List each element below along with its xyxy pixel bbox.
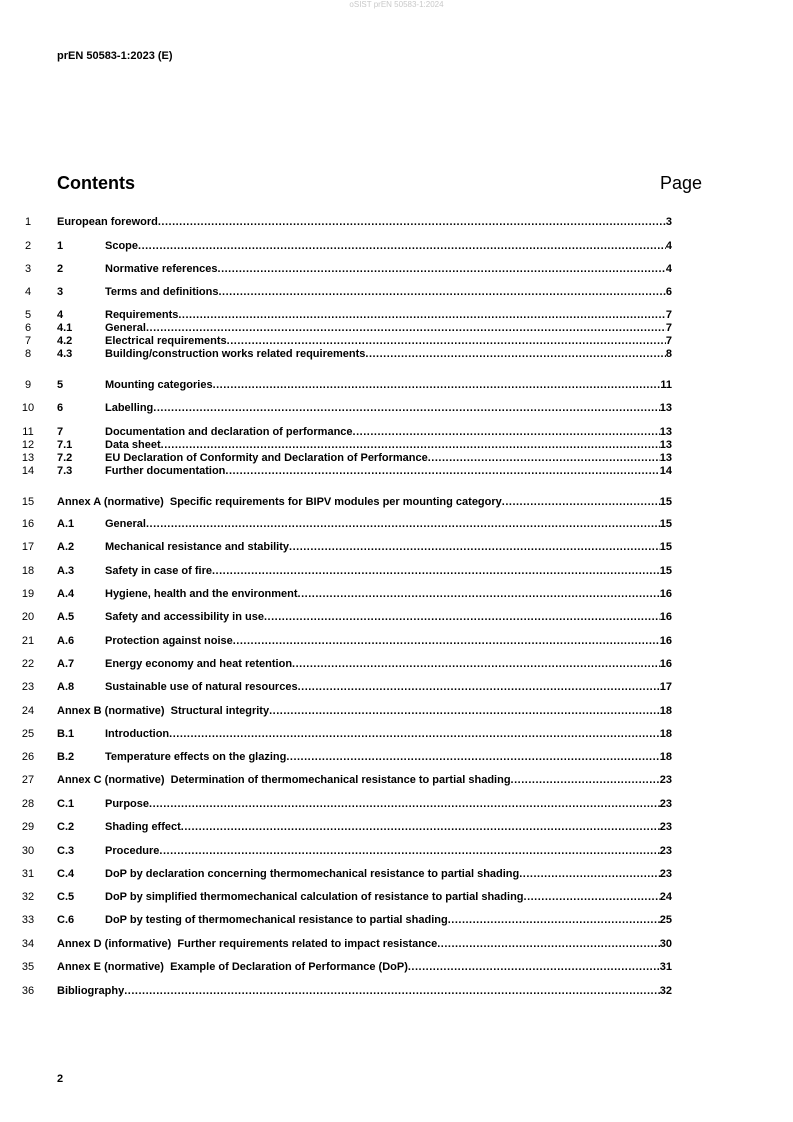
- toc-entry[interactable]: [57, 426, 672, 439]
- toc-entry[interactable]: [57, 465, 672, 478]
- section-title: Building/construction works related requirements: [105, 348, 366, 360]
- toc-entry[interactable]: [57, 681, 672, 694]
- section-number: C.4: [57, 868, 75, 880]
- toc-entry[interactable]: [57, 335, 672, 348]
- leader-dots: [146, 518, 660, 531]
- page-number: 25: [659, 914, 672, 926]
- toc-row: [0, 985, 793, 998]
- line-number: 25: [21, 728, 35, 740]
- page-number: 23: [659, 845, 672, 857]
- page-number: 23: [659, 774, 672, 786]
- line-number: 8: [24, 348, 32, 360]
- line-number: 31: [21, 868, 35, 880]
- section-number: 1: [57, 240, 64, 252]
- section-number: A.6: [57, 635, 75, 647]
- line-number: 15: [21, 496, 35, 508]
- toc-entry[interactable]: [57, 751, 672, 764]
- section-number: A.8: [57, 681, 75, 693]
- leader-dots: [181, 821, 660, 834]
- section-title: DoP by declaration concerning thermomechanical resistance to partial shading: [105, 868, 520, 880]
- toc-entry[interactable]: [57, 961, 672, 974]
- section-number: 4.1: [57, 322, 73, 334]
- toc-entry[interactable]: [57, 798, 672, 811]
- toc-row: [0, 635, 793, 648]
- page-number: 16: [659, 658, 672, 670]
- section-title: Further documentation: [105, 465, 226, 477]
- section-title: Annex E (normative) Example of Declaration of Performance (DoP): [57, 961, 408, 973]
- page-number: 18: [659, 728, 672, 740]
- line-number: 19: [21, 588, 35, 600]
- page-number: 4: [665, 240, 672, 252]
- section-number: C.2: [57, 821, 75, 833]
- leader-dots: [437, 938, 660, 951]
- line-number: 21: [21, 635, 35, 647]
- section-number: A.1: [57, 518, 75, 530]
- toc-entry[interactable]: [57, 439, 672, 452]
- leader-dots: [286, 751, 659, 764]
- section-title: Data sheet: [105, 439, 161, 451]
- line-number: 13: [21, 452, 35, 464]
- toc-entry[interactable]: [57, 821, 672, 834]
- toc-entry[interactable]: [57, 728, 672, 741]
- watermark: oSIST prEN 50583-1:2024: [349, 0, 444, 9]
- page-number: 13: [659, 439, 672, 451]
- section-number: A.7: [57, 658, 75, 670]
- page-number: 32: [659, 985, 672, 997]
- toc-row: [0, 240, 793, 253]
- line-number: 17: [21, 541, 35, 553]
- line-number: 12: [21, 439, 35, 451]
- section-title: Annex B (normative) Structural integrity: [57, 705, 270, 717]
- leader-dots: [408, 961, 660, 974]
- section-title: Annex D (informative) Further requirements related to impact resistance: [57, 938, 438, 950]
- toc-row: [0, 286, 793, 299]
- page-number: 17: [659, 681, 672, 693]
- line-number: 22: [21, 658, 35, 670]
- toc-row: [0, 611, 793, 624]
- line-number: 24: [21, 705, 35, 717]
- section-title: Terms and definitions: [105, 286, 219, 298]
- toc-row: [0, 821, 793, 834]
- leader-dots: [292, 658, 660, 671]
- page-number: 18: [659, 751, 672, 763]
- toc-row: [0, 798, 793, 811]
- section-title: Sustainable use of natural resources: [105, 681, 298, 693]
- page-number: 7: [665, 335, 672, 347]
- leader-dots: [269, 705, 660, 718]
- leader-dots: [502, 496, 660, 509]
- leader-dots: [298, 588, 660, 601]
- leader-dots: [212, 565, 660, 578]
- toc-entry[interactable]: [57, 565, 672, 578]
- toc-entry[interactable]: [57, 914, 672, 927]
- toc-row: [0, 335, 793, 348]
- toc-row: [0, 402, 793, 415]
- line-number: 29: [21, 821, 35, 833]
- page-number: 18: [659, 705, 672, 717]
- section-number: B.2: [57, 751, 75, 763]
- leader-dots: [138, 240, 666, 253]
- leader-dots: [233, 635, 660, 648]
- section-number: A.2: [57, 541, 75, 553]
- toc-row: [0, 379, 793, 392]
- toc-entry[interactable]: [57, 286, 672, 299]
- section-title: Annex C (normative) Determination of thermomechanical resistance to partial shading: [57, 774, 511, 786]
- toc-row: [0, 348, 793, 361]
- page-number: 15: [659, 565, 672, 577]
- section-number: B.1: [57, 728, 75, 740]
- line-number: 23: [21, 681, 35, 693]
- line-number: 2: [24, 240, 32, 252]
- section-number: 3: [57, 286, 64, 298]
- section-title: Mounting categories: [105, 379, 213, 391]
- toc-entry[interactable]: [57, 658, 672, 671]
- line-number: 28: [21, 798, 35, 810]
- section-title: DoP by simplified thermomechanical calculation of resistance to partial shading: [105, 891, 524, 903]
- section-title: Procedure: [105, 845, 160, 857]
- toc-row: [0, 891, 793, 904]
- page-number: 8: [665, 348, 672, 360]
- section-title: EU Declaration of Conformity and Declaration of Performance: [105, 452, 428, 464]
- page-number: 31: [659, 961, 672, 973]
- toc-row: [0, 439, 793, 452]
- section-number: 6: [57, 402, 64, 414]
- section-number: 7.1: [57, 439, 73, 451]
- page-number: 13: [659, 426, 672, 438]
- toc-row: [0, 496, 793, 509]
- page-number: 7: [665, 322, 672, 334]
- section-number: C.5: [57, 891, 75, 903]
- line-number: 20: [21, 611, 35, 623]
- section-title: Bibliography: [57, 985, 125, 997]
- line-number: 1: [24, 216, 32, 228]
- toc-entry[interactable]: [57, 635, 672, 648]
- leader-dots: [178, 309, 666, 322]
- section-number: 4: [57, 309, 64, 321]
- toc-entry[interactable]: [57, 611, 672, 624]
- section-number: A.3: [57, 565, 75, 577]
- line-number: 26: [21, 751, 35, 763]
- toc-row: [0, 705, 793, 718]
- toc-entry[interactable]: [57, 845, 672, 858]
- section-title: Documentation and declaration of performance: [105, 426, 353, 438]
- line-number: 34: [21, 938, 35, 950]
- page-number: 11: [660, 379, 672, 391]
- page-number: 16: [659, 588, 672, 600]
- toc-row: [0, 216, 793, 229]
- leader-dots: [218, 263, 666, 276]
- section-number: C.6: [57, 914, 75, 926]
- toc-entry[interactable]: [57, 452, 672, 465]
- footer-page-number: 2: [57, 1073, 64, 1085]
- section-title: General: [105, 518, 146, 530]
- section-title: Introduction: [105, 728, 170, 740]
- line-number: 4: [24, 286, 32, 298]
- toc-row: [0, 588, 793, 601]
- page-number: 15: [659, 496, 672, 508]
- page-number: 23: [659, 821, 672, 833]
- line-number: 5: [24, 309, 32, 321]
- toc-row: [0, 728, 793, 741]
- toc-entry[interactable]: [57, 588, 672, 601]
- toc-row: [0, 868, 793, 881]
- line-number: 14: [21, 465, 35, 477]
- leader-dots: [161, 439, 660, 452]
- section-title: Requirements: [105, 309, 179, 321]
- toc-row: [0, 845, 793, 858]
- section-number: 7.3: [57, 465, 73, 477]
- toc-entry[interactable]: [57, 379, 672, 392]
- page-number: 15: [659, 541, 672, 553]
- toc-row: [0, 541, 793, 554]
- page-number: 16: [659, 611, 672, 623]
- section-title: Annex A (normative) Specific requirements for BIPV modules per mounting category: [57, 496, 502, 508]
- leader-dots: [146, 322, 666, 335]
- section-title: Safety in case of fire: [105, 565, 212, 577]
- leader-dots: [227, 335, 666, 348]
- leader-dots: [519, 868, 660, 881]
- section-number: 2: [57, 263, 64, 275]
- toc-row: [0, 465, 793, 478]
- leader-dots: [448, 914, 660, 927]
- section-title: Temperature effects on the glazing: [105, 751, 287, 763]
- page-number: 24: [659, 891, 672, 903]
- line-number: 33: [21, 914, 35, 926]
- toc-entry[interactable]: [57, 216, 672, 229]
- leader-dots: [353, 426, 660, 439]
- leader-dots: [298, 681, 660, 694]
- section-title: DoP by testing of thermomechanical resistance to partial shading: [105, 914, 448, 926]
- toc-entry[interactable]: [57, 309, 672, 322]
- toc-row: [0, 751, 793, 764]
- page-number: 3: [665, 216, 672, 228]
- section-title: Energy economy and heat retention: [105, 658, 293, 670]
- page-number: 13: [659, 452, 672, 464]
- page-number: 7: [665, 309, 672, 321]
- page-number: 30: [659, 938, 672, 950]
- line-number: 36: [21, 985, 35, 997]
- line-number: 11: [22, 426, 34, 438]
- section-title: General: [105, 322, 146, 334]
- line-number: 16: [21, 518, 35, 530]
- line-number: 9: [24, 379, 32, 391]
- line-number: 10: [21, 402, 35, 414]
- toc-row: [0, 518, 793, 531]
- page-number: 23: [659, 868, 672, 880]
- page-number: 15: [659, 518, 672, 530]
- page-number: 4: [665, 263, 672, 275]
- toc-entry[interactable]: [57, 496, 672, 509]
- section-number: A.5: [57, 611, 75, 623]
- leader-dots: [169, 728, 660, 741]
- toc-entry[interactable]: [57, 348, 672, 361]
- toc-row: [0, 426, 793, 439]
- section-title: Hygiene, health and the environment: [105, 588, 298, 600]
- toc-row: [0, 565, 793, 578]
- page-number: 6: [665, 286, 672, 298]
- toc-entry[interactable]: [57, 938, 672, 951]
- leader-dots: [289, 541, 660, 554]
- section-number: C.1: [57, 798, 75, 810]
- leader-dots: [159, 845, 659, 858]
- toc-entry[interactable]: [57, 705, 672, 718]
- toc-entry[interactable]: [57, 322, 672, 335]
- toc-entry[interactable]: [57, 402, 672, 415]
- leader-dots: [149, 798, 660, 811]
- toc-row: [0, 322, 793, 335]
- line-number: 32: [21, 891, 35, 903]
- toc-row: [0, 658, 793, 671]
- page-number: 13: [659, 402, 672, 414]
- toc-entry[interactable]: [57, 891, 672, 904]
- toc-entry[interactable]: [57, 985, 672, 998]
- toc-row: [0, 263, 793, 276]
- section-title: Labelling: [105, 402, 154, 414]
- page-number: 14: [659, 465, 672, 477]
- section-number: 5: [57, 379, 64, 391]
- section-number: 4.2: [57, 335, 73, 347]
- toc-entry[interactable]: [57, 541, 672, 554]
- toc-entry[interactable]: [57, 263, 672, 276]
- toc-entry[interactable]: [57, 868, 672, 881]
- section-title: Mechanical resistance and stability: [105, 541, 290, 553]
- leader-dots: [218, 286, 665, 299]
- leader-dots: [264, 611, 660, 624]
- section-number: A.4: [57, 588, 75, 600]
- toc-entry[interactable]: [57, 774, 672, 787]
- section-number: 7: [57, 426, 64, 438]
- section-number: C.3: [57, 845, 75, 857]
- section-title: Safety and accessibility in use: [105, 611, 264, 623]
- line-number: 7: [24, 335, 32, 347]
- toc-row: [0, 452, 793, 465]
- line-number: 27: [21, 774, 35, 786]
- toc-row: [0, 681, 793, 694]
- page-number: 23: [659, 798, 672, 810]
- toc-entry[interactable]: [57, 518, 672, 531]
- section-title: European foreword: [57, 216, 158, 228]
- line-number: 3: [24, 263, 32, 275]
- leader-dots: [428, 452, 660, 465]
- leader-dots: [153, 402, 659, 415]
- toc-row: [0, 961, 793, 974]
- section-title: Protection against noise: [105, 635, 233, 647]
- leader-dots: [365, 348, 665, 361]
- toc-row: [0, 938, 793, 951]
- line-number: 18: [21, 565, 35, 577]
- leader-dots: [524, 891, 660, 904]
- toc-row: [0, 309, 793, 322]
- section-title: Electrical requirements: [105, 335, 227, 347]
- leader-dots: [511, 774, 660, 787]
- line-number: 30: [21, 845, 35, 857]
- contents-title: Contents: [57, 173, 135, 193]
- leader-dots: [225, 465, 659, 478]
- section-number: 7.2: [57, 452, 73, 464]
- line-number: 6: [24, 322, 32, 334]
- page-column-label: Page: [660, 173, 703, 193]
- leader-dots: [158, 216, 666, 229]
- toc-row: [0, 774, 793, 787]
- line-number: 35: [21, 961, 35, 973]
- section-title: Purpose: [105, 798, 150, 810]
- toc-entry[interactable]: [57, 240, 672, 253]
- section-title: Scope: [105, 240, 139, 252]
- document-id: prEN 50583-1:2023 (E): [57, 50, 173, 62]
- leader-dots: [124, 985, 660, 998]
- leader-dots: [213, 379, 661, 392]
- section-title: Normative references: [105, 263, 218, 275]
- page-number: 16: [659, 635, 672, 647]
- toc-row: [0, 914, 793, 927]
- section-number: 4.3: [57, 348, 73, 360]
- section-title: Shading effect: [105, 821, 181, 833]
